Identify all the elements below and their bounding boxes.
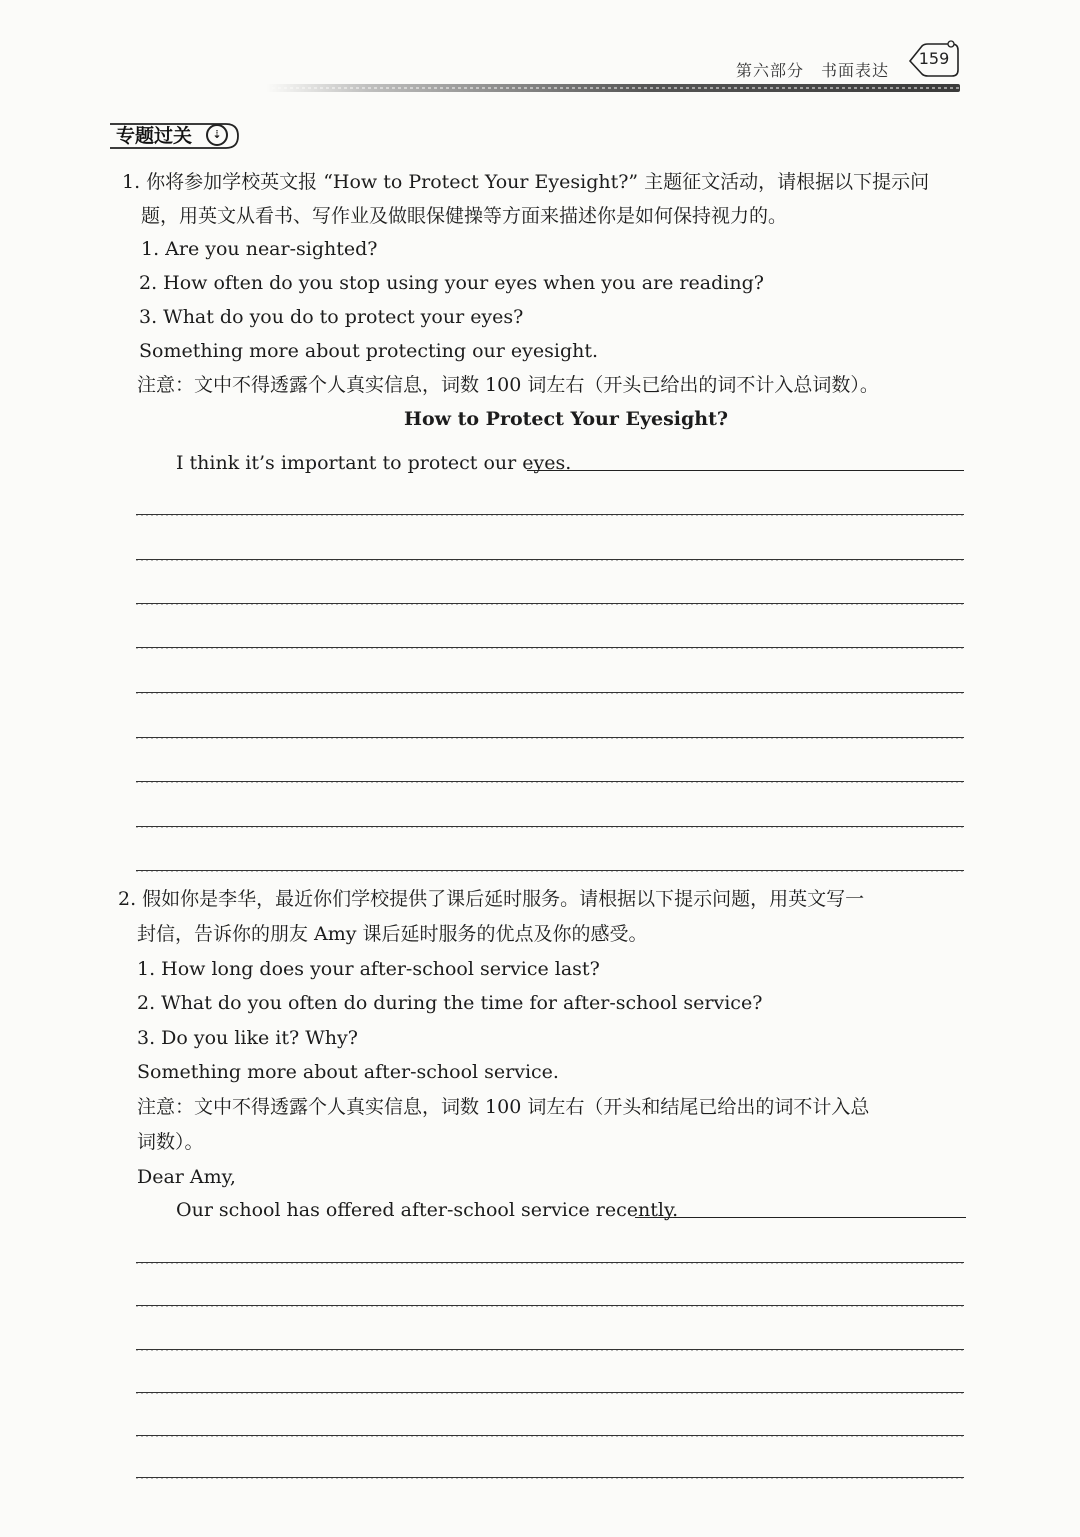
q1-answer-line[interactable]: [136, 514, 964, 515]
q2-answer-line[interactable]: [136, 1349, 964, 1350]
q2-hint-3: 3. Do you like it? Why?: [137, 1027, 358, 1049]
q1-answer-line[interactable]: [136, 559, 964, 560]
q1-answer-line[interactable]: [136, 647, 964, 648]
q2-answer-line[interactable]: [136, 1392, 964, 1393]
header-section-title: 第六部分 书面表达: [736, 61, 890, 80]
q2-answer-line[interactable]: [136, 1305, 964, 1306]
q1-answer-line[interactable]: [136, 870, 964, 871]
q1-answer-line[interactable]: [136, 692, 964, 693]
q2-prompt-line2: 封信，告诉你的朋友 Amy 课后延时服务的优点及你的感受。: [137, 923, 648, 945]
q2-prompt-line1: 2. 假如你是李华，最近你们学校提供了课后延时服务。请根据以下提示问题，用英文写一: [118, 888, 865, 910]
q2-salutation: Dear Amy,: [137, 1166, 236, 1188]
q1-essay-title: How to Protect Your Eyesight?: [404, 408, 729, 430]
q1-answer-line[interactable]: [136, 781, 964, 782]
q1-hint-3: 3. What do you do to protect your eyes?: [139, 306, 524, 328]
q1-prompt-line1: 1. 你将参加学校英文报 “How to Protect Your Eyesight?” 主题征文活动，请根据以下提示问: [122, 171, 930, 193]
q1-hint-2: 2. How often do you stop using your eyes when you are reading?: [139, 272, 764, 294]
q2-opening: Our school has offered after-school service recently.: [176, 1199, 679, 1221]
q2-hint-more: Something more about after-school service.: [137, 1061, 559, 1083]
q1-answer-line[interactable]: [136, 603, 964, 604]
chevron-down-double-icon: ⇣: [206, 124, 228, 146]
q1-hint-1: 1. Are you near-sighted?: [141, 238, 378, 260]
q1-note: 注意：文中不得透露个人真实信息，词数 100 词左右（开头已给出的词不计入总词数）。: [137, 374, 879, 396]
q2-answer-line[interactable]: [136, 1477, 964, 1478]
q1-answer-line-first[interactable]: [527, 470, 964, 471]
header-rule: [266, 84, 960, 92]
q2-note-line2: 词数）。: [137, 1131, 204, 1153]
q2-hint-2: 2. What do you often do during the time for after-school service?: [137, 992, 763, 1014]
q1-answer-line[interactable]: [136, 737, 964, 738]
page-number: 159: [918, 49, 950, 68]
q1-opening: I think it’s important to protect our eyes.: [176, 452, 572, 474]
section-tag: [108, 118, 240, 154]
q2-answer-line[interactable]: [136, 1262, 964, 1263]
q2-hint-1: 1. How long does your after-school service last?: [137, 958, 600, 980]
page-number-badge: [906, 40, 960, 80]
q2-answer-line[interactable]: [136, 1435, 964, 1436]
section-title: 专题过关: [116, 125, 193, 147]
q2-note-line1: 注意：文中不得透露个人真实信息，词数 100 词左右（开头和结尾已给出的词不计入总: [137, 1096, 870, 1118]
q2-answer-line-first[interactable]: [635, 1217, 966, 1218]
q1-answer-line[interactable]: [136, 826, 964, 827]
q1-hint-more: Something more about protecting our eyesight.: [139, 340, 599, 362]
q1-prompt-line2: 题，用英文从看书、写作业及做眼保健操等方面来描述你是如何保持视力的。: [141, 205, 788, 227]
